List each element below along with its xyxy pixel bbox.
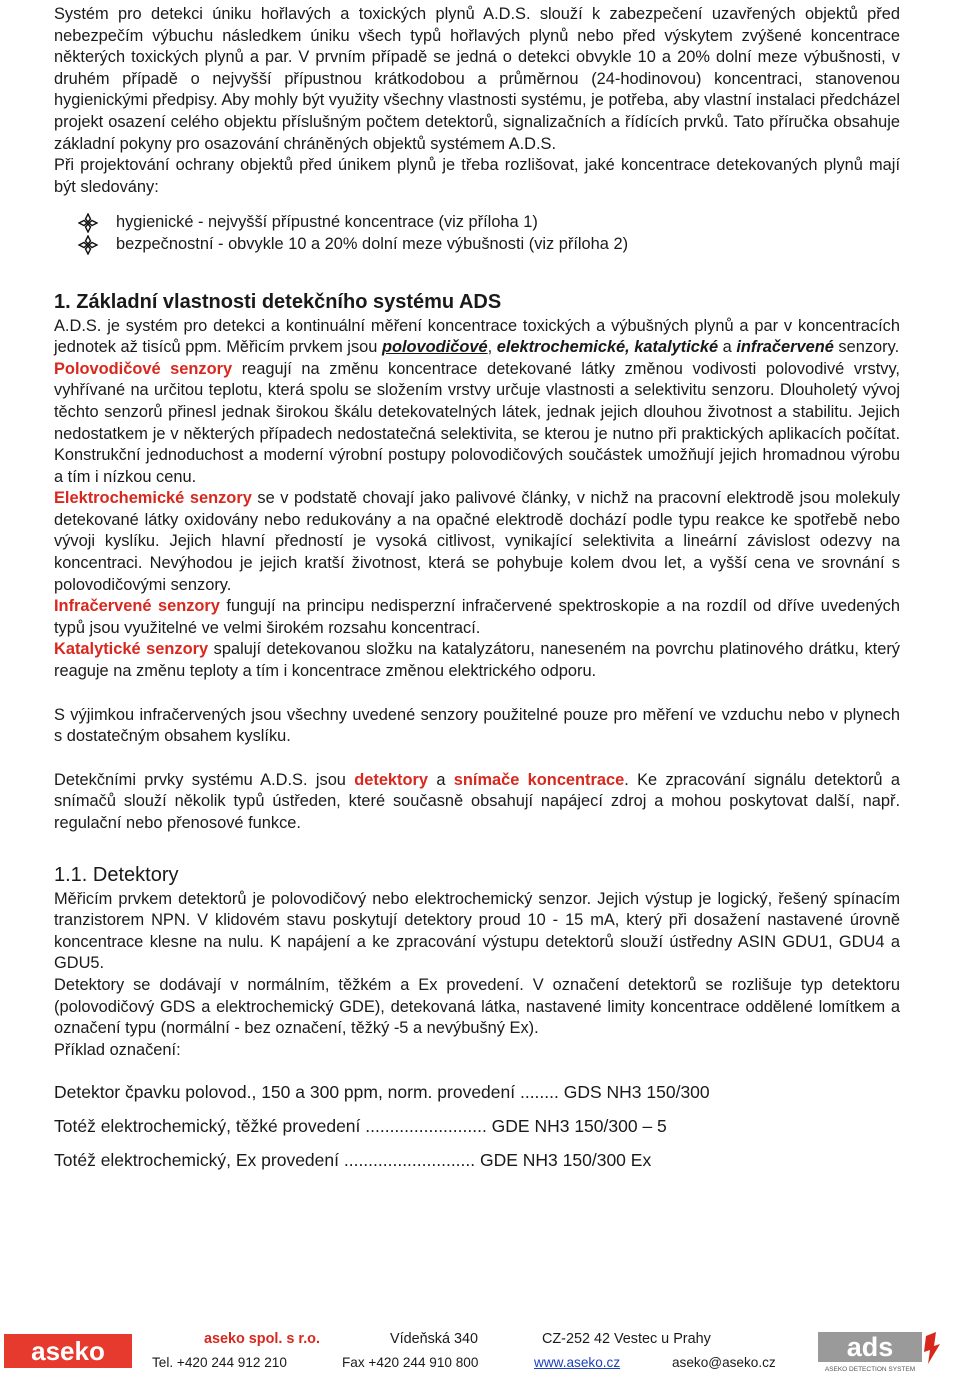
electrochemical-label: Elektrochemické senzory [54, 489, 252, 508]
list-item: hygienické - nejvyšší přípustné koncentrace (viz příloha 1) [54, 212, 900, 234]
section-1-heading: 1. Základní vlastnosti detekčního systému ADS [54, 290, 502, 313]
flame-icon [924, 1332, 940, 1364]
example-line: Detektor čpavku polovod., 150 a 300 ppm, norm. provedení ........ GDS NH3 150/300 [54, 1082, 710, 1103]
catalytic-label: Katalytické senzory [54, 640, 209, 659]
website-link[interactable]: www.aseko.cz [534, 1355, 621, 1370]
catalytic-paragraph: Katalytické senzory spalují detekovanou složku na katalyzátoru, naneseném na povrchu platinového drátku, který reaguje na změnu teploty a tím i koncentrace změnou elektrického odporu. [54, 640, 900, 681]
electrochemical-paragraph: Elektrochemické senzory se v podstatě chovají jako palivové články, v nichž na pracovní elektrodě jsou molekuly detekované látky oxidovány nebo redukovány a na opačné elektrodě dochází podle typu reakce ke spotřebě nebo vývoji kyslíku. Jejich hlavní předností je vysoká citlivost, vynikající selektivita a lineární závislost odezvy na koncentraci. Nevýhodou je jejich kratší životnost, která se pohybuje kolem dvou let, a vyšší cena ve srovnání s polovodičovými senzory. [54, 489, 900, 594]
aseko-logo-text: aseko [31, 1336, 105, 1366]
aseko-logo [4, 1334, 132, 1368]
street-address: Vídeňská 340 [390, 1331, 479, 1347]
infrared-paragraph: Infračervené senzory fungují na principu nedisperzní infračervené spektroskopie a na rozdíl od dříve uvedených typů jsou využitelné ve velmi širokém rozsahu koncentrací. [54, 597, 900, 637]
fax: Fax +420 244 910 800 [342, 1355, 479, 1370]
document-body [54, 4, 900, 1177]
phone: Tel. +420 244 912 210 [152, 1355, 287, 1370]
example-line: Totéž elektrochemický, těžké provedení ......................... GDE NH3 150/300 – 5 [54, 1116, 667, 1137]
infrared-label: Infračervené senzory [54, 597, 220, 616]
example-line: Totéž elektrochemický, Ex provedení ........................... GDE NH3 150/300 Ex [54, 1150, 652, 1171]
detection-elements-paragraph: Detekčními prvky systému A.D.S. jsou detektory a snímače koncentrace. Ke zpracování signálu detektorů a snímačů slouží několik typů ústředen, které současně obsahují napájecí zdroj a mohou poskytovat další, např. regulační nebo přenosové funkce. [54, 770, 900, 832]
ads-logo [818, 1330, 942, 1374]
company-name: aseko spol. s r.o. [204, 1331, 320, 1347]
example-label: Příklad označení: [54, 1040, 181, 1059]
detectors-paragraph: Měřicím prvkem detektorů je polovodičový nebo elektrochemický senzor. Jejich výstup je logický, řešený spínacím tranzistorem NPN. V klidovém stavu poskytují detektory proud 10 - 15 mA, který při dosažení nastavené úrovně koncentrace klesne na nulu. K napájení a ke zpracování výstupu detektorů slouží ústředny ASIN GDU1, GDU4 a GDU5. [54, 889, 900, 973]
semiconductor-label: Polovodičové senzory [54, 359, 233, 378]
section-1-paragraph: A.D.S. je systém pro detekci a kontinuální měření koncentrace toxických a výbušných plynů a par v koncentracích jednotek až tisíců ppm. Měřicím prvkem jsou polovodičové, elektrochemické, katalytické a infračervené senzory. [54, 316, 900, 357]
semiconductor-paragraph: Polovodičové senzory reagují na změnu koncentrace detekované látky změnou vodivosti polovodivé vrstvy, vyhřívané na určitou teplotu, která spolu se složením vrstvy určuje vlastnosti a selektivitu senzoru. Dlouholetý vývoj těchto senzorů přinesl jednak širokou škálu detekovatelných látek, jednak jejich dlouhou životnost a stabilitu. Jejich nedostatkem je v některých případech nedostatečná selektivita, se kterou je nutno při praktických aplikacích počítat. Konstrukční jednoduchost a moderní výrobní postupy polovodičových součástek umožňují jejich hromadnou výrobu a tím i nízkou cenu. [54, 359, 900, 486]
page-footer [0, 1326, 960, 1378]
detectors-paragraph-2: Detektory se dodávají v normálním, těžkém a Ex provedení. V označení detektorů se rozlišuje typ detektoru (polovodičový GDS a elektrochemický GDE), detekovaná látka, nastavené limity koncentrace oddělené lomítkem a označení typu (normální - bez označení, těžký -5 a nevýbušný Ex). [54, 975, 900, 1038]
list-item: bezpečnostní - obvykle 10 a 20% dolní meze výbušnosti (viz příloha 2) [54, 234, 900, 256]
email: aseko@aseko.cz [672, 1355, 776, 1370]
ads-logo-subtitle: ASEKO DETECTION SYSTEM [824, 1366, 916, 1373]
city-address: CZ-252 42 Vestec u Prahy [542, 1331, 711, 1347]
section-1-1-heading: 1.1. Detektory [54, 863, 179, 886]
example-list [54, 1075, 900, 1177]
diamond-bullet-icon [78, 213, 98, 233]
intro-paragraph-2: Při projektování ochrany objektů před únikem plynů je třeba rozlišovat, jaké koncentrace detekovaných plynů mají být sledovány: [54, 156, 900, 196]
ads-logo-text: ads [846, 1332, 894, 1362]
except-paragraph: S výjimkou infračervených jsou všechny uvedené senzory použitelné pouze pro měření ve vzduchu nebo v plynech s dostatečným obsahem kyslíku. [54, 705, 900, 746]
concentration-list [54, 212, 900, 255]
diamond-bullet-icon [78, 235, 98, 255]
intro-paragraph: Systém pro detekci úniku hořlavých a toxických plynů A.D.S. slouží k zabezpečení uzavřených objektů před nebezpečím výbuchu následkem úniku všech typů hořlavých plynů nebo před výskytem zvýšené koncentrace některých toxických plynů a par. V prvním případě se jedná o detekci obvykle 10 a 20% dolní meze výbušnosti, v druhém případě o nejvyšší přípustnou krátkodobou a průměrnou (24-hodinovou) koncentraci, stanovenou hygienickými předpisy. Aby mohly být využity všechny vlastnosti systému, je potřeba, aby vlastní instalaci předcházel projekt osazení celého objektu příslušným počtem detektorů, signalizačních a řídících prvků. Tato příručka obsahuje základní pokyny pro osazování chráněných objektů systémem A.D.S. [54, 5, 901, 153]
